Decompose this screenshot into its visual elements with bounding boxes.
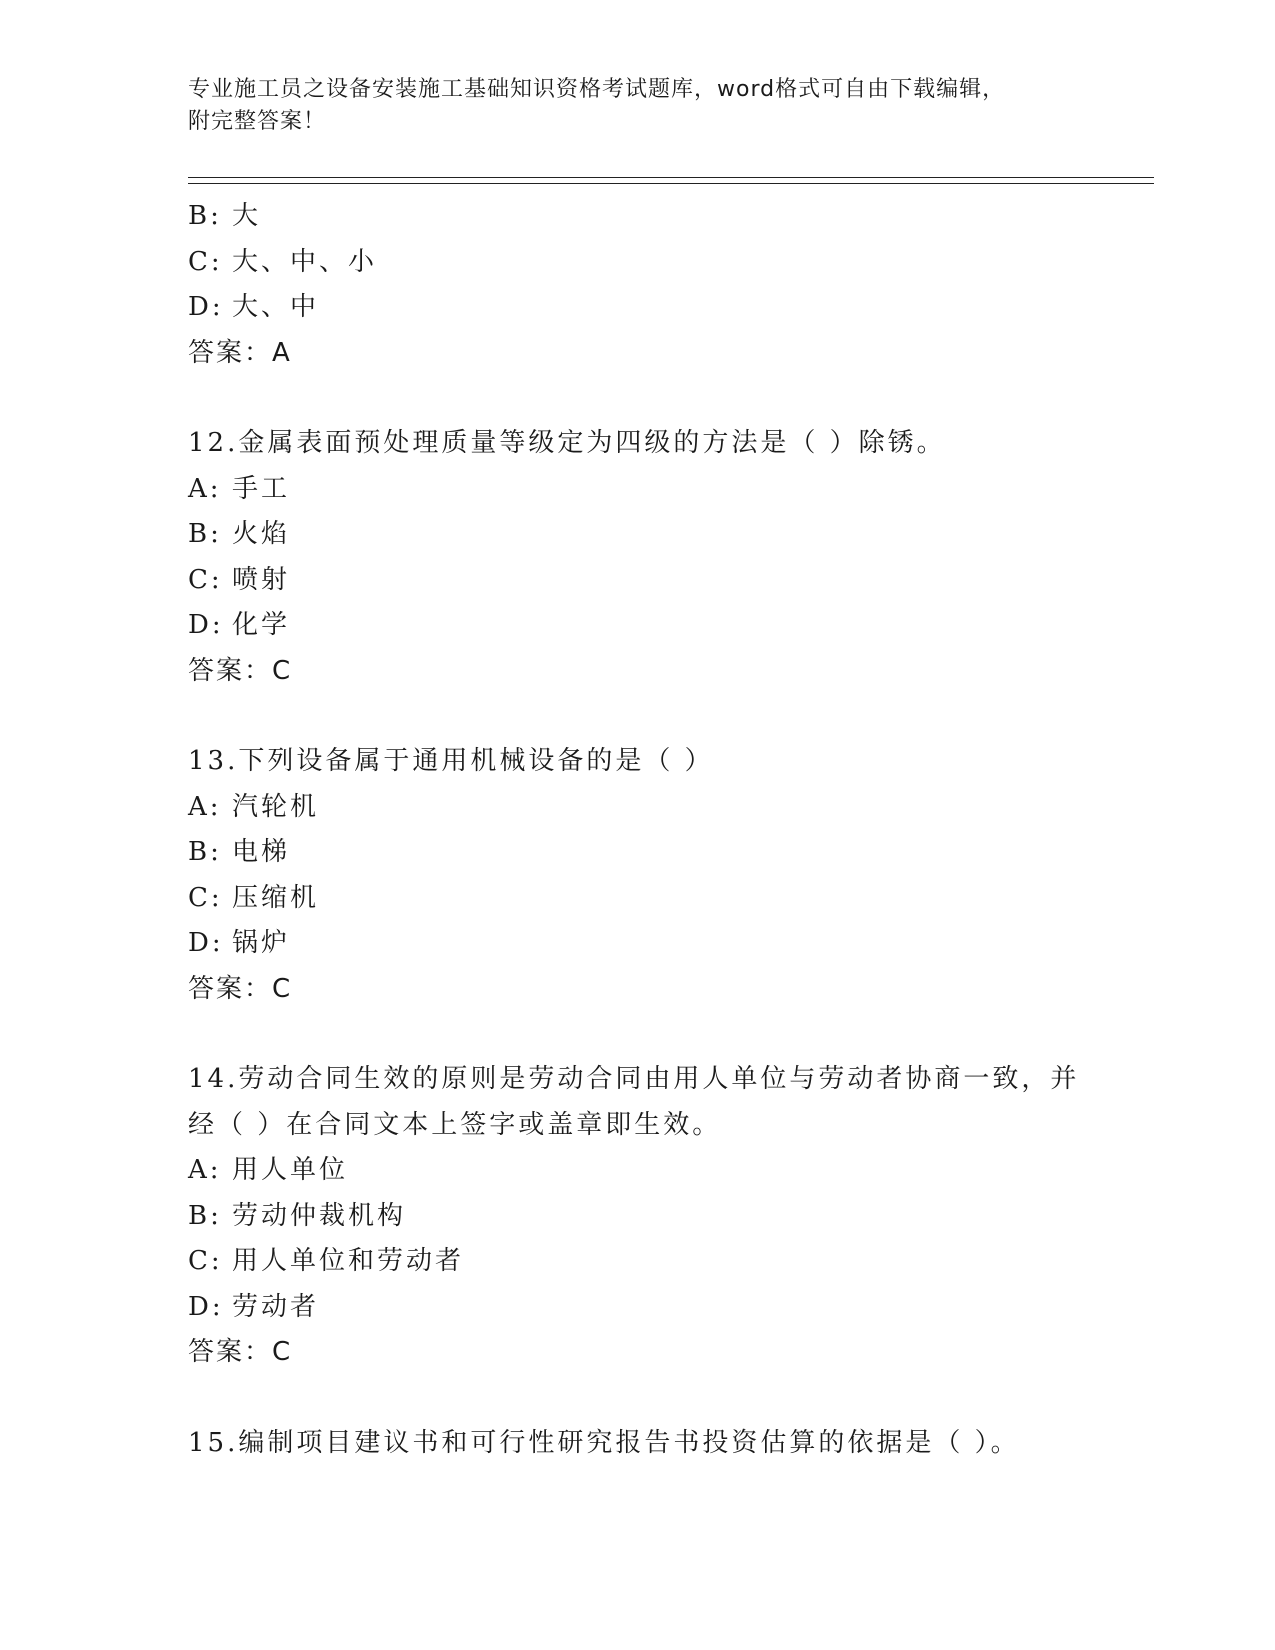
- option-key: A:: [188, 473, 222, 504]
- question-11: [188, 194, 1088, 376]
- option-key: C:: [188, 564, 223, 595]
- option-key: C:: [188, 1246, 223, 1276]
- question-list: [188, 194, 1088, 1466]
- option-b: [188, 830, 1088, 876]
- answer-line: 答案：C: [188, 655, 293, 686]
- question-number: 15.: [188, 1427, 239, 1458]
- question-12: [188, 421, 1088, 694]
- question-stem: 下列设备属于通用机械设备的是（ ）: [238, 746, 714, 776]
- option-c: [188, 1239, 1088, 1285]
- option-text: 用人单位: [232, 1155, 349, 1185]
- option-a: [188, 467, 1088, 513]
- answer-line: 答案：C: [188, 973, 293, 1004]
- option-key: C:: [188, 882, 223, 913]
- question-stem-line-2: 经（ ）在合同文本上签字或盖章即生效。: [188, 1109, 722, 1140]
- question-13: [188, 739, 1088, 1012]
- question-number: 14.: [188, 1064, 239, 1094]
- header-line-1: 专业施工员之设备安装施工基础知识资格考试题库，word格式可自由下载编辑，: [188, 77, 1006, 102]
- question-number: 13.: [188, 746, 239, 776]
- option-key: B:: [188, 519, 222, 549]
- question-text: [188, 739, 1088, 785]
- option-text: 喷射: [232, 564, 291, 595]
- option-text: 用人单位和劳动者: [232, 1246, 465, 1276]
- option-b: [188, 194, 1088, 240]
- option-c: [188, 558, 1088, 604]
- question-stem-line-1: 劳动合同生效的原则是劳动合同由用人单位与劳动者协商一致，并: [238, 1064, 1080, 1094]
- question-number: 12.: [188, 428, 239, 458]
- option-c: [188, 240, 1088, 286]
- option-text: 锅炉: [232, 928, 291, 958]
- question-15: [188, 1421, 1088, 1467]
- option-text: 压缩机: [232, 882, 320, 913]
- option-a: [188, 1148, 1088, 1194]
- option-b: [188, 512, 1088, 558]
- option-key: C:: [188, 246, 223, 277]
- option-key: A:: [188, 1155, 222, 1185]
- option-key: D:: [188, 928, 224, 958]
- spacer: [188, 376, 1088, 421]
- question-text: [188, 421, 1088, 467]
- option-key: B:: [188, 201, 222, 231]
- option-d: [188, 1285, 1088, 1331]
- option-d: [188, 285, 1088, 331]
- option-a: [188, 785, 1088, 831]
- spacer: [188, 694, 1088, 739]
- option-text: 汽轮机: [232, 791, 320, 822]
- option-key: A:: [188, 791, 222, 822]
- header-line-2: 附完整答案！: [188, 109, 327, 134]
- option-text: 手工: [232, 473, 291, 504]
- spacer: [188, 1012, 1088, 1057]
- option-b: [188, 1194, 1088, 1240]
- option-d: [188, 921, 1088, 967]
- answer-line: 答案：C: [188, 1337, 293, 1367]
- option-key: D:: [188, 292, 224, 322]
- question-stem: 金属表面预处理质量等级定为四级的方法是（ ）除锈。: [238, 428, 946, 458]
- option-key: B:: [188, 837, 222, 867]
- option-key: D:: [188, 1291, 224, 1322]
- question-text: [188, 1057, 1088, 1103]
- answer-line: 答案：A: [188, 337, 292, 368]
- option-text: 化学: [232, 610, 291, 640]
- option-c: [188, 876, 1088, 922]
- option-text: 大、中、小: [232, 246, 378, 277]
- question-stem: 编制项目建议书和可行性研究报告书投资估算的依据是（ ）。: [238, 1427, 1020, 1458]
- option-text: 劳动者: [232, 1291, 320, 1322]
- header-divider-top: [188, 177, 1154, 178]
- option-text: 电梯: [232, 837, 291, 867]
- option-key: B:: [188, 1200, 222, 1231]
- header-divider-bottom: [188, 183, 1154, 184]
- question-14: [188, 1057, 1088, 1376]
- option-d: [188, 603, 1088, 649]
- spacer: [188, 1376, 1088, 1421]
- option-text: 大、中: [232, 292, 320, 322]
- option-key: D:: [188, 610, 224, 640]
- document-header: [188, 74, 1068, 138]
- option-text: 火焰: [232, 519, 291, 549]
- option-text: 劳动仲裁机构: [232, 1200, 407, 1231]
- question-text: [188, 1421, 1088, 1467]
- option-text: 大: [232, 201, 262, 231]
